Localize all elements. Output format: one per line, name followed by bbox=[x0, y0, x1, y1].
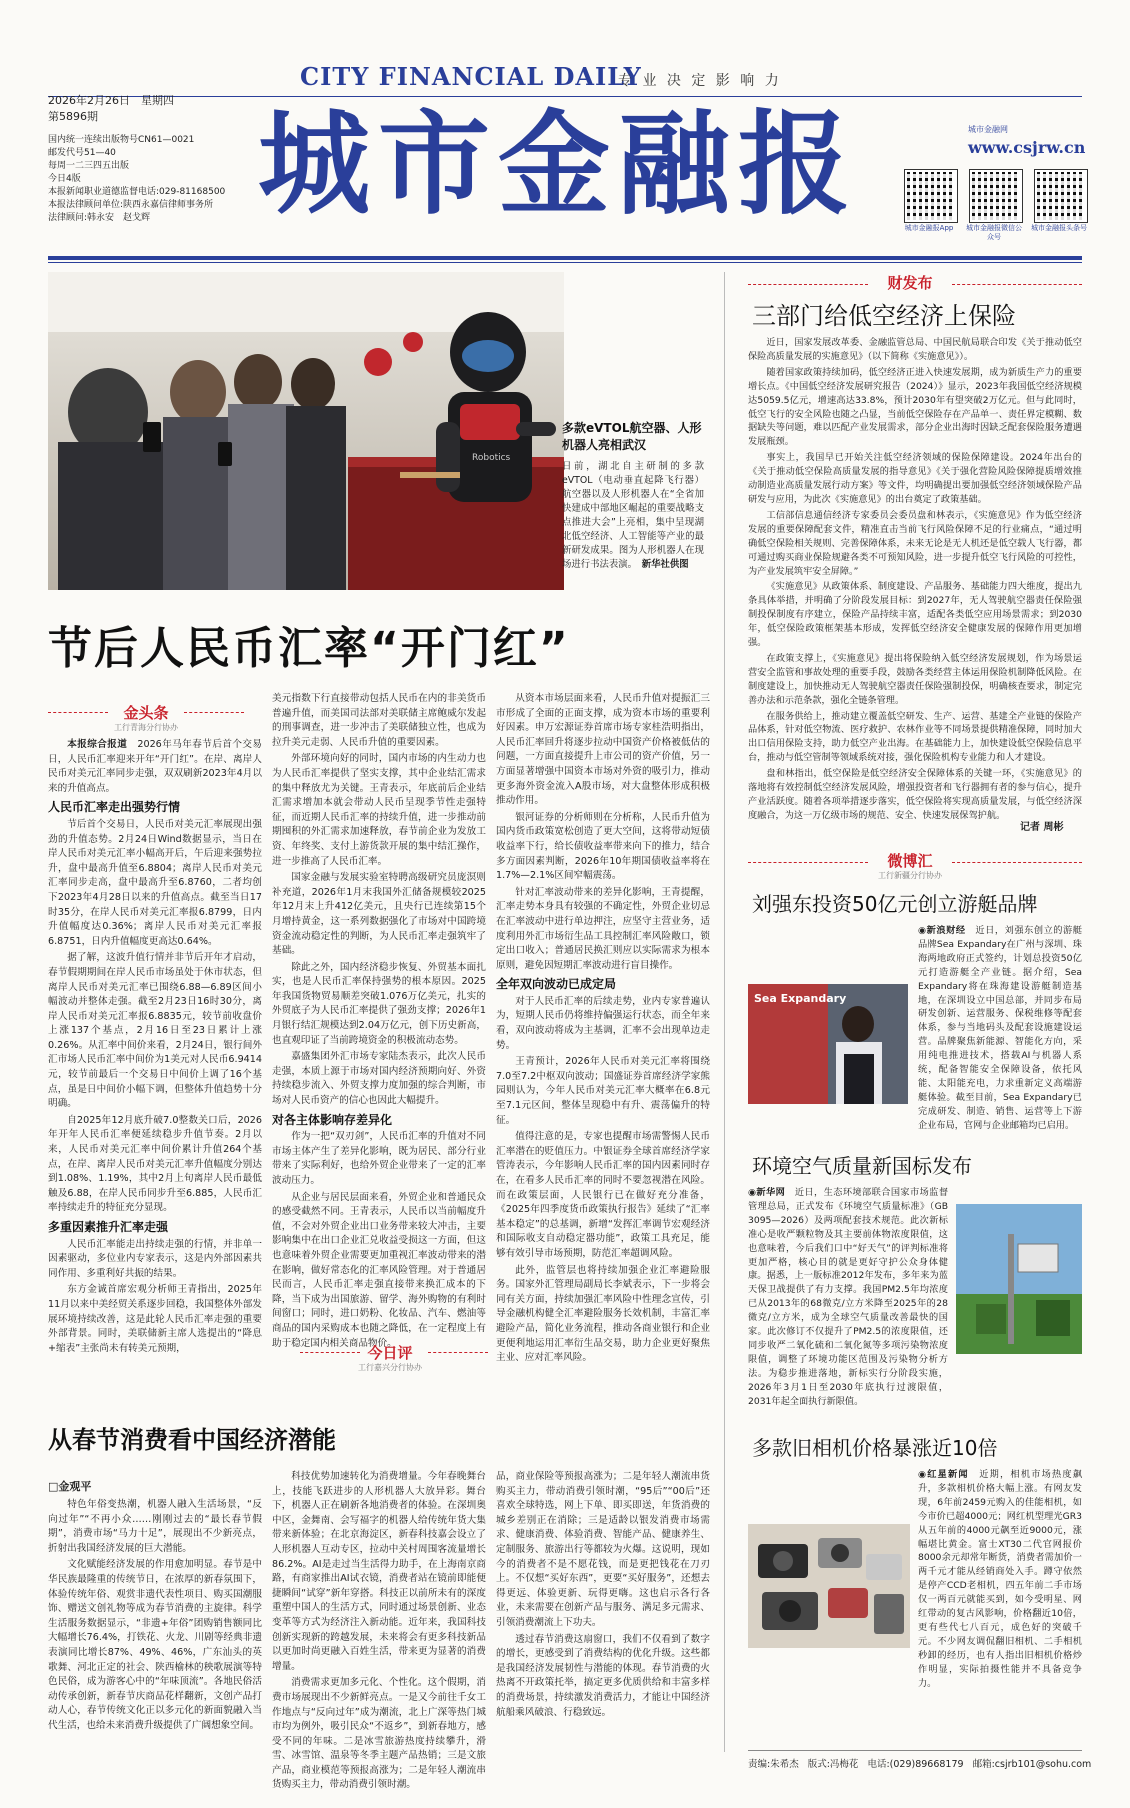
lead-subhead-3: 对各主体影响存差异化 bbox=[272, 1112, 393, 1127]
commentary-headline: 从春节消费看中国经济潜能 bbox=[48, 1426, 336, 1454]
site-logo: 城市金融网 bbox=[968, 125, 1008, 134]
paragraph: 从资本市场层面来看，人民币升值对提振汇三市形成了全面的正面支撑，成为资本市场的重要利好因素。申万宏源证券首席市场专家桂浩明指出，人民币汇率回升将逐步拉动中国资产价格被低估的问题，一方面直接提升上市公司的资产价值，另一方面显著增强中国资本市场对外资的吸引力，推动更多海外资金流入A股市场，对大盘整体形成积极推动作用。 bbox=[496, 693, 710, 807]
paragraph: 《实施意见》从政策体系、制度建设、产品服务、基础能力四大维度，提出九条具体举措，并明确了分阶段发展目标：到2027年，无人驾驶航空器责任保险强制投保制度有序建立，保险产品持续丰富，适配各类低空应用场景需求；到2030年，低空保险政策框架基本形成，发挥低空经济安全健康发展的保障作用更加增强。 bbox=[748, 581, 1082, 649]
commentary-column-3 bbox=[496, 1470, 710, 1754]
info-line: 今日4版 bbox=[48, 174, 81, 184]
robot-badge: Robotics bbox=[472, 453, 511, 463]
paragraph: 盘和林指出，低空保险是低空经济安全保障体系的关键一环，《实施意见》的落地将有效控制低空经济发展风险，增强投资者和飞行器拥有者的参与信心，提升产业活跃度。随着各项举措逐步落实，低空保险将实现高质量发展，与低空经济深度融合，为这一万亿级市场的规范、安全、快速发展保驾护航。 bbox=[748, 768, 1082, 821]
paragraph: 人民币汇率能走出持续走强的行情，并非单一因素驱动，多位业内专家表示，这是内外部因素共同作用、多重利好共振的结果。 bbox=[48, 1238, 262, 1279]
paragraph: 此外，监管层也将持续加强企业汇率避险服务。国家外汇管理局副局长李斌表示，下一步将会同有关方面，持续加强汇率风险中性理念宣传，引导金融机构健全汇率避险服务长效机制，丰富汇率避险产品，简化业务流程，推动各商业银行和企业更便利地运用汇率衍生品交易，助力企业更好聚焦主业、应对汇率风险。 bbox=[496, 1264, 710, 1364]
paragraph: 特色年俗变热潮，机器人融入生活场景，“反向过年”“不再小众……刚刚过去的“最长春节假期”，消费市场“马力十足”，展现出不少新亮点，折射出我国经济发展的巨大潜能。 bbox=[48, 1499, 262, 1554]
paragraph: 事实上，我国早已开始关注低空经济领域的保险保障建设。2024年出台的《关于推动低空保险高质量发展的指导意见》《关于强化营险风险保障提质增效推动制造业高质量发展行动方案》等文件，均明确提出要加强低空经济领域保险产品研发与应用，为此次《实施意见》的出台奠定了政策基础。 bbox=[748, 452, 1082, 505]
paragraph: 王青预计，2026年人民币对美元汇率将围绕7.0至7.2中枢双向波动；国盛证券首席经济学家熊园则认为，今年人民币对美元汇率大概率在6.8元至7.1元区间，整体呈现稳中有升、震荡偏升的特征。 bbox=[496, 1056, 710, 1126]
yacht-source: ◉新浪财经 bbox=[918, 925, 966, 936]
footer-editor: 责编:朱希杰 bbox=[748, 1759, 799, 1770]
lead-headline: 节后人民币汇率“开门红” bbox=[48, 623, 570, 674]
camera-body bbox=[918, 1468, 1082, 1742]
lead-column-3 bbox=[496, 692, 710, 1364]
info-line: 法律顾问:韩永安 赵戈辉 bbox=[48, 213, 151, 223]
paragraph: 自2025年12月底升破7.0整数关口后，2026年开年人民币汇率便延续稳步升值节奏。2月以来，人民币对美元汇率中间价累计升值264个基点，在岸、离岸人民币对美元汇率升值幅度分别达到1.08%、1.19%，其中2月上旬离岸人民币最低触及6.88，在岸人民币同步升至6.885，人民币汇率持续走升的特征充分显现。 bbox=[48, 1114, 262, 1214]
paragraph: 科技优势加速转化为消费增量。今年春晚舞台上，技能飞跃进步的人形机器人大放异彩。舞台下，机器人正在刷新各地消费者的体验。在深圳奥中区，金舞南、会写福字的机器人给传统年货大集带来新体验；在北京海淀区，新春科技嘉会设立了人形机器人互动专区，拉动中关村周围客流量增长86.2%。AI是走过当生活得力助手，在上海南京商路，有商家推出AI试衣镜，消费者站在镜前即能便捷瞬间“试穿”新年穿搭。科技正以前所未有的深度重塑中国人的生活方式，同时通过场景创新、业态变革等方式为经济注入新动能。近年来，我国科技创新实现新的跨越发展，未来将会有更多科技新品以更加时尚更融入百姓生活，带来更为显著的消费增量。 bbox=[272, 1471, 486, 1672]
paragraph: 消费需求更加多元化、个性化。这个假期，消费市场展现出不少新鲜亮点。一是又今前往千女工作地点与“反向过年”成为潮流，北上广深等热门城市均为例外，吸引民众“不返乡”，到新春地方，感受不同的年味。二是冰雪旅游热度持续攀升，滑雪、冰雪馆、温泉等冬季主题产品热销；三是文旅产品，商业模范等预报高涨为；二是年轻人潮流串货购买主力，带动消费引领时潮。 bbox=[272, 1677, 486, 1791]
camera-photo bbox=[748, 1524, 910, 1648]
paragraph: 除此之外，国内经济稳步恢复、外贸基本面扎实，也是人民币汇率保持强势的根本原因。2025年我国货物贸易顺差突破1.076万亿美元，扎实的外贸底子为人民币汇率提供了强劲支撑；2026年1月银行结汇规模达到2.04万亿元，创下历史新高，也直观印证了当前跨境资金的积极流动态势。 bbox=[272, 961, 486, 1046]
paragraph: 在政策支撑上，《实施意见》提出将保险纳入低空经济发展规划，作为场景运营安全监管和事故处理的重要手段，鼓励各类经营主体运用保险机制降低风险。在制度建设上，加快推动无人驾驶航空器责任保险强制投保，明确核查要求，制定完善办法和示范条款，强化全链条管理。 bbox=[748, 652, 1082, 706]
weibo-section-sponsor: 工行新疆分行协办 bbox=[878, 871, 942, 880]
commentary-rule-right bbox=[428, 1352, 488, 1353]
paragraph: 近日，国家发展改革委、金融监管总局、中国民航局联合印发《关于推动低空保险高质量发展的实施意见》（以下简称《实施意见》）。 bbox=[748, 337, 1082, 362]
site-url[interactable]: www.csjrw.cn bbox=[968, 138, 1086, 157]
lead-section-rule-left bbox=[48, 712, 108, 713]
masthead-top-rule bbox=[48, 96, 1082, 97]
paragraph: 银河证券的分析师则在分析称，人民币升值为国内货币政策宽松创造了更大空间，这将带动短债收益率下行，给长债收益率带来向下的推力，结合多方面因素判断，2026年10年期国债收益率将在1.7%—2.1%区间窄幅震荡。 bbox=[496, 811, 710, 882]
qr-code-app bbox=[905, 170, 957, 222]
paragraph: 节后首个交易日，人民币对美元汇率展现出强劲的升值态势。2月24日Wind数据显示，当日在岸人民币对美元汇率小幅高开后，午后迎来强势拉升，盘中最高升值至6.8804；离岸人民币对美元汇率同步走高，盘中最高升至6.8760，二者均创下2023年4月28日以来的升值高点。截至当日17时35分，在岸人民币对美元汇率报6.8799，日内升值幅度达0.36%；离岸人民币对美元汇率报6.8751，日内升值幅度更高达0.64%。 bbox=[48, 818, 262, 947]
yacht-photo-illustration bbox=[748, 984, 908, 1104]
insurance-body bbox=[748, 336, 1082, 830]
insurance-headline: 三部门给低空经济上保险 bbox=[752, 302, 1016, 330]
paragraph: 美元指数下行直接带动包括人民币在内的非美货币普遍升值，而美国司法部对美联储主席鲍威尔发起的刑事调查，进一步冲击了美联储独立性，也成为拉升美元走弱、人民币升值的重要因素。 bbox=[272, 693, 486, 748]
paragraph: 从企业与居民层面来看，外贸企业和普通民众的感受截然不同。王青表示，人民币以当前幅度升值，不会对外贸企业出口业务带来较大冲击，主要影响集中在出口企业汇兑收益受损这一方面，但这也意味着外贸企业需要更加重视汇率波动带来的潜在影响，做好常态化的汇率风险管理。对于普通居民而言，人民币汇率走强直接带来换汇成本的下降，当下成为出国旅游、留学、海外购物的有利时间窗口；同时，进口奶粉、化妆品、汽车、燃油等商品的国内采购成本也随之降低，在一定程度上有助于稳定国内相关商品物价。 bbox=[272, 1191, 486, 1349]
main-photo bbox=[48, 272, 564, 590]
camera-source: ◉红星新闻 bbox=[918, 1469, 969, 1480]
masthead-date bbox=[48, 92, 174, 108]
paragraph: 据了解，这波升值行情并非节后开年才启动，春节假期期间在岸人民币市场虽处于休市状态，但离岸人民币对美元汇率已围绕6.88—6.89区间小幅波动并整体走强。截至2月23日16时30分，离岸人民币对美元汇率报6.8835元，较节前收盘价上涨137个基点，2月16日至23日累计上涨0.26%。从汇率中间价来看，2月24日，银行间外汇市场人民币汇率中间价为1美元对人民币6.9414元，较节前最后一个交易日中间价上调了16个基点，虽是日中间价小幅下调，但整体升值趋势十分明确。 bbox=[48, 952, 262, 1110]
air-quality-body bbox=[748, 1186, 948, 1414]
paragraph: 东方金诚首席宏观分析师王青指出，2025年11月以来中美经贸关系逐步回稳，我国整体外部发展环境持续改善，这是此轮人民币汇率走强的重要外部背景。同时，美联储新主席人选提出的“降息+缩表”主张尚未有转美元预期， bbox=[48, 1284, 262, 1354]
camera-photo-illustration bbox=[748, 1524, 910, 1648]
paragraph: 文化赋能经济发展的作用愈加明显。春节是中华民族最隆重的传统节日，在浓厚的新春氛围下，体验传统年俗、观赏非遗代表性项目、购买国潮服饰、赠送文创礼物等成为春节消费的主旋律。科学生活服务数据显示，“非遗+年俗”团购销售额同比大幅增长76.4%，打铁花、火龙、川剧等经典非遗表演同比增长87%、49%、46%，广东汕头的英歌舞、河北正定的社会、陕西榆林的秧歌展演等特色民俗，成为游客心中的“年味顶流”。各地民俗活动传承创新，新春节庆商品花样翻新，文创产品打动人心，春节传统文化正以多元化的新面貌融入当代生活，也给未来消费升级提供了广阔想象空间。 bbox=[48, 1559, 262, 1731]
masthead-info bbox=[48, 134, 248, 225]
commentary-section-sponsor: 工行嘉兴分行协办 bbox=[358, 1363, 422, 1372]
photo-robots-illustration bbox=[48, 272, 564, 590]
photo-caption-body bbox=[562, 460, 704, 572]
footer-phone: 电话:(029)89668179 bbox=[867, 1759, 964, 1770]
paragraph: 国家金融与发展实验室特聘高级研究员庞溟则补充道，2026年1月末我国外汇储备规模较2025年12月末上升412亿美元，且央行已连续第15个月增持黄金，这一系列数据强化了市场对中国跨境资金流动稳定性的判断，为人民币汇率走强筑牢了基础。 bbox=[272, 872, 486, 957]
issue-weekday: 星期四 bbox=[141, 94, 174, 107]
insurance-reporter: 记者 周彬 bbox=[1020, 822, 1064, 833]
info-line: 本报新闻职业道德监督电话:029-81168500 bbox=[48, 187, 226, 197]
qr-caption: 城市金融报微信公众号 bbox=[966, 224, 1022, 241]
masthead-en-title: CITY FINANCIAL DAILY bbox=[300, 62, 642, 91]
lead-intro: 2026年马年春节后首个交易日，人民币汇率迎来开年“开门红”。在岸、离岸人民币对美元汇率同步走强，双双刷新2023年4月以来的升值高点。 bbox=[48, 739, 263, 794]
issue-date: 2026年2月26日 bbox=[48, 94, 130, 107]
paragraph: 透过春节消费这扇窗口，我们不仅看到了数字的增长，更感受到了消费结构的优化升级。这些都是我国经济发展韧性与潜能的体现。春节消费的火热离不开政策托举，搞定更多优质供给和丰富多样的消费场景，持续激发消费活力，才能让中国经济航船乘风破浪、行稳致远。 bbox=[496, 1633, 710, 1718]
lead-subhead-4: 全年双向波动已成定局 bbox=[496, 977, 617, 992]
commentary-rule-left bbox=[300, 1352, 360, 1353]
footer-rule bbox=[748, 1750, 1082, 1751]
caption-credit: 新华社供图 bbox=[641, 559, 689, 570]
air-quality-photo bbox=[956, 1204, 1082, 1354]
masthead-bottom-rule bbox=[48, 256, 1082, 260]
weibo-section-label: 微博汇 bbox=[887, 852, 933, 870]
qr-code-wechat bbox=[970, 170, 1022, 222]
air-quality-text: 近日，生态环境部联合国家市场监督管理总局，正式发布《环境空气质量标准》（GB 3095—2026）及两项配套技术规范。此次新标准心是收严颗粒物及其主要前体物浓度限值，这也意味着，今后我们口中“好天气”的评判标准将更加严格，核心目的就是更好守护公众身体健康。据悉，上一版标准2012年发布，多年来为蓝天保卫战提供了有力支撑。我国PM2.5年均浓度已从2013年的68微克/立方米降至2025年的28微克/立方米，成为全球空气质量改善最快的国家。此次修订不仅提升了PM2.5的浓度限值，还同步收严二氧化硫和二氧化氮等多项污染物浓度限值，调整了环境功能区范围及污染物分析方法。为稳步推进落地，新标实行分阶段实施，2026年3月1日至2030年底执行过渡限值，2031年起全面执行新限值。 bbox=[748, 1187, 949, 1407]
insurance-rule-left bbox=[748, 284, 868, 285]
masthead-cn-title: 城市金融报 bbox=[258, 99, 858, 230]
yacht-body bbox=[918, 924, 1082, 1136]
air-quality-headline: 环境空气质量新国标发布 bbox=[752, 1154, 972, 1178]
footer-email[interactable]: 邮箱:csjrb101@sohu.com bbox=[972, 1759, 1092, 1770]
lead-subhead-2: 多重因素推升汇率走强 bbox=[48, 1220, 169, 1234]
lead-section-rule-right bbox=[184, 712, 244, 713]
camera-headline: 多款旧相机价格暴涨近10倍 bbox=[752, 1436, 998, 1460]
lead-section-sponsor: 工行青海分行协办 bbox=[114, 723, 178, 732]
yacht-text: 近日，刘强东创立的游艇品牌Sea Expandary在广州与深圳、珠海两地政府正式签约，计划总投资50亿元打造游艇全产业链。据介绍，Sea Expandary将在珠海建设游艇制造基地，在深圳设立中国总部，并同步布局研发创新、运营服务、保税维修等配套体系，参与当地码头及配套设施建设运营。品牌聚焦新能源、智能化方向，采用纯电推进技术，搭载AI与机器人系统，配备智能安全保障设备，依托风能、太阳能充电，力求重新定义高端游艇体验。截至目前，Sea Expandary已完成研发、制造、销售、运营等上下游企业布局，官网与企业邮箱均已启用。 bbox=[918, 925, 1082, 1131]
paragraph: 作为一把“双刃剑”，人民币汇率的升值对不同市场主体产生了差异化影响，既为居民、部分行业带来了实际利好，也给外贸企业带来了一定的汇率波动压力。 bbox=[272, 1131, 486, 1186]
weibo-rule-right bbox=[952, 862, 1082, 863]
commentary-column-2 bbox=[272, 1470, 486, 1791]
commentary-column-1 bbox=[48, 1498, 262, 1754]
paragraph: 针对汇率波动带来的差异化影响，王青提醒，汇率走势本身具有较强的不确定性，外贸企业切忌在汇率波动中进行单边押注，应坚守主营业务，适度利用外汇市场衍生品工具控制汇率风险敞口，锁定出口收入；普通居民换汇则应以实际需求为根本原则，避免因短期汇率波动进行盲目操作。 bbox=[496, 886, 710, 971]
paragraph: 嘉盛集团外汇市场专家陆杰表示，此次人民币走强，本质上源于市场对国内经济预期向好、外资持续稳步流入、外贸支撑力度加强的综合判断，市场对人民币资产的信心也因此大幅提升。 bbox=[272, 1051, 486, 1107]
paragraph: 外部环境向好的同时，国内市场的内生动力也为人民币汇率提供了坚实支撑，其中企业结汇需求的集中释放尤为关键。王青表示，年底前后企业结汇需求增加本就会带动人民币呈现季节性走强特征，而近期人民币汇率的持续升值，进一步推动前期囤积的外汇需求加速释放，春节前企业为发放工资、年终奖、支付上游货款开展的集中结汇操作，进一步推高了人民币汇率。 bbox=[272, 753, 486, 867]
column-divider bbox=[724, 272, 725, 1752]
commentary-section-label: 今日评 bbox=[367, 1344, 413, 1362]
paragraph: 值得注意的是，专家也提醒市场需警惕人民币汇率潜在的贬值压力。中银证券全球首席经济学家管涛表示，今年影响人民币汇率的国内因素同时存在，在看多人民币汇率的同时不要忽视潜在风险。而在政策层面，人民银行已在做好充分准备，《2025年四季度货币政策执行报告》延续了“汇率基本稳定”的总基调，新增“发挥汇率调节宏观经济和国际收支自动稳定器功能”，政策工具充足，能够有效引导市场预期，防范汇率超调风险。 bbox=[496, 1131, 710, 1259]
insurance-section-label: 财发布 bbox=[887, 274, 933, 292]
lead-column-1 bbox=[48, 738, 263, 1354]
monitor-station-illustration bbox=[956, 1204, 1082, 1354]
qr-code-toutiao bbox=[1035, 170, 1087, 222]
footer-credits bbox=[748, 1756, 1091, 1770]
info-line: 每周一二三四五出版 bbox=[48, 161, 130, 171]
paragraph: 随着国家政策持续加码，低空经济正进入快速发展期，成为新质生产力的重要增长点。《中国低空经济发展研究报告（2024）》显示，2023年我国低空经济规模达5059.5亿元，增速高达33.8%，预计2030年有望突破2万亿元。但与此同时，低空飞行的安全风险也随之凸显，当前低空保险存在产品单一、责任界定模糊、数据缺失等问题，难以匹配产业发展需求，部分企业出海时因缺乏配套保险服务遭遇发展瓶颈。 bbox=[748, 366, 1082, 448]
paragraph: 工信部信息通信经济专家委员会委员盘和林表示，《实施意见》作为低空经济发展的重要保障配套文件，精准直击当前飞行风险保障不足的行业痛点，“通过明确低空保险相关规则、完善保障体系，未来无论是无人机还是低空载人飞行器，都可通过购买商业保险规避各类不可预知风险，进一步提升低空飞行风险的可控性，为产业发展筑牢安全屏障。” bbox=[748, 509, 1082, 577]
lead-section-label: 金头条 bbox=[123, 704, 169, 722]
info-line: 国内统一连续出版物号CN61—0021 bbox=[48, 135, 195, 145]
qr-caption: 城市金融报头条号 bbox=[1031, 224, 1087, 232]
lead-column-2 bbox=[272, 692, 486, 1349]
masthead-bottom-rule-thin bbox=[48, 262, 1082, 263]
insurance-rule-right bbox=[952, 284, 1082, 285]
commentary-byline: □金观平 bbox=[48, 1480, 92, 1493]
air-quality-source: ◉新华网 bbox=[748, 1187, 786, 1198]
footer-designer: 版式:冯梅花 bbox=[807, 1759, 859, 1770]
yacht-photo-text: Sea Expandary bbox=[754, 992, 847, 1005]
qr-caption: 城市金融报App bbox=[904, 224, 954, 232]
photo-caption-title: 多款eVTOL航空器、人形机器人亮相武汉 bbox=[562, 421, 702, 452]
weibo-rule-left bbox=[748, 862, 868, 863]
paragraph: 对于人民币汇率的后续走势，业内专家普遍认为，短期人民币仍将维持偏强运行状态，而全年来看，双向波动将成为主基调，汇率不会出现单边走势。 bbox=[496, 995, 710, 1051]
info-line: 邮发代号51—40 bbox=[48, 148, 116, 158]
masthead-slogan: 专 业 决 定 影 响 力 bbox=[618, 73, 782, 89]
yacht-headline: 刘强东投资50亿元创立游艇品牌 bbox=[752, 892, 1038, 916]
paragraph: 品，商业保险等预报高涨为；二是年轻人潮流串货购买主力，带动消费引领时潮，“95后”“00后”还喜欢全球特选，网上下单、即买即送，年货消费的城乡差别正在消除；三是适龄以银发消费市场需求、健康消费、体验消费、智能产品、健康养生、定制服务、旅游出行等都较为火爆。这说明，现如今的消费者不是不愿花钱，而是更把钱花在刀刃上。不仅想“买好东西”，更要“买好服务”，还想去得更远、体验更新、玩得更嗨。这也启示各行各业，未来需要在创新产品与服务、满足多元需求、引领消费潮流上下功夫。 bbox=[496, 1471, 710, 1628]
paragraph: 在服务供给上，推动建立覆盖低空研发、生产、运营、基建全产业链的保险产品体系，针对低空物流、医疗救护、农林作业等不同场景提供精准保障，同时加大出口信用保险支持，助力低空产业出海。在基础能力上，加快建设低空保险信息平台，推动与低空管制等领域系统对接，强化保险机构专业能力和人才建设。 bbox=[748, 710, 1082, 764]
info-line: 本报法律顾问单位:陕西永嘉信律师事务所 bbox=[48, 200, 214, 210]
lead-byline: 本报综合报道 bbox=[67, 739, 128, 750]
lead-subhead-1: 人民币汇率走出强势行情 bbox=[48, 800, 181, 815]
caption-text: 日前，湖北自主研制的多款eVTOL（电动垂直起降飞行器）航空器以及人形机器人在“全省加快建成中部地区崛起的重要战略支点推进大会”上亮相，集中呈现湖北低空经济、人工智能等产业的最新研发成果。图为人形机器人在现场进行书法表演。 bbox=[562, 461, 704, 570]
yacht-photo bbox=[748, 984, 908, 1104]
camera-text: 近期，相机市场热度飙升，多款相机价格大幅上涨。有网友发现，6年前2459元购入的佳能相机，如今市价已超4000元；网红机型理光GR3从五年前的4000元飙至近9000元，涨幅堪比黄金。富士XT30二代官网报价8000余元却常年断货，消费者需加价一两千元才能从经销商处入手。蹲守依然是停产CCD老相机，四五年前二手市场仅一两百元就能买到，如今受明星、网红带动的复古风影响，价格翻近10倍，更有些代七八百元，成色好的突破千元。不少网友调侃翻旧相机、二手相机秒卸的经历，也有人指出旧相机价格炒作明显，实际拍摄性能并不具备竞争力。 bbox=[918, 1469, 1083, 1689]
issue-number: 第5896期 bbox=[48, 110, 98, 123]
